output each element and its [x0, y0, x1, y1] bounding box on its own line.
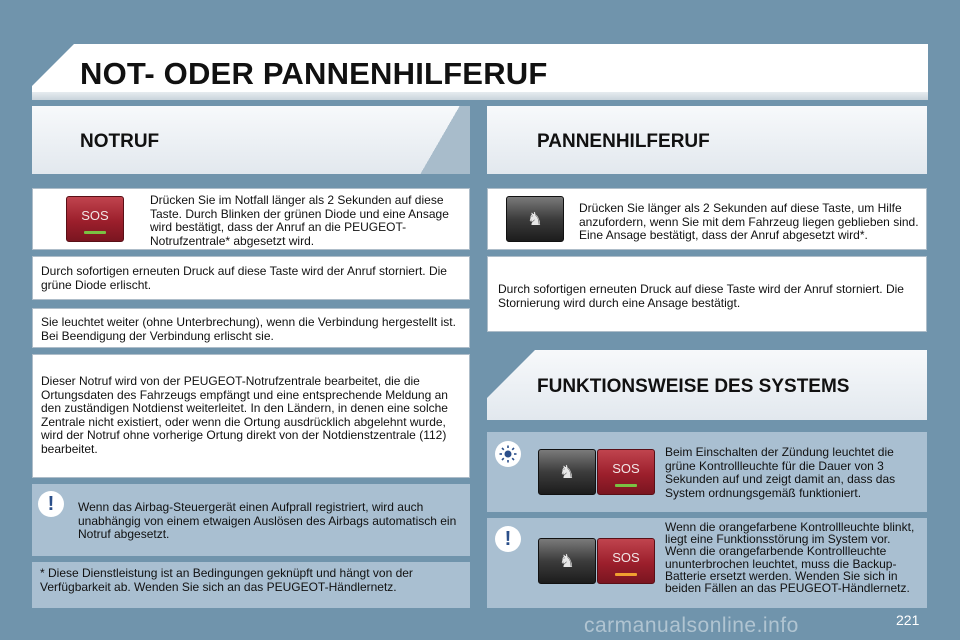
panne-text-1: Drücken Sie länger als 2 Sekunden auf diese Taste, um Hilfe anzufordern, wenn Sie mit dem Fahrzeug liegen geblieben sind. Eine Ansage bestätigt, dass der Anruf abgesetzt wird*.	[579, 201, 919, 242]
ignition-light-icon	[495, 441, 521, 467]
peugeot-button	[538, 538, 596, 584]
green-led-icon	[84, 231, 106, 234]
sos-label: SOS	[612, 461, 640, 476]
funktion-text-2: Wenn die orangefarbene Kontrollleuchte blinkt, liegt eine Funktionsstörung im System vor. Wenn die orangefarbende Kontrollleuchte ununterbrochen leuchtet, muss die Backup-Batterie ersetzt werden. Wenden Sie sich in beiden Fällen an das PEUGEOT-Händlernetz.	[665, 520, 915, 596]
sos-label: SOS	[81, 208, 109, 223]
panne-button-panel	[487, 188, 927, 250]
page-title: NOT- ODER PANNENHILFERUF	[80, 56, 548, 91]
notruf-cancel-panel	[32, 256, 470, 300]
sos-label: SOS	[612, 550, 640, 565]
airbag-text: Wenn das Airbag-Steuergerät einen Aufprall registriert, wird auch unabhängig von einem etwaigen Auslösen des Airbags automatisch ein Notruf abgesetzt.	[78, 500, 457, 541]
sun-icon	[499, 445, 517, 463]
peugeot-button	[538, 449, 596, 495]
notruf-sos-panel	[32, 188, 470, 250]
peugeot-assistance-button	[506, 196, 564, 242]
panne-heading: PANNENHILFERUF	[537, 131, 710, 152]
notruf-led-panel	[32, 308, 470, 348]
airbag-panel	[32, 484, 470, 556]
funktion-heading: FUNKTIONSWEISE DES SYSTEMS	[537, 376, 850, 397]
notruf-text-4: Dieser Notruf wird von der PEUGEOT-Notrufzentrale bearbeitet, die die Ortungsdaten des Fahrzeugs empfängt und eine entsprechende Meldung an den zuständigen Notdienst weiterleitet. In den Ländern, in denen eine solche Zentrale nicht existiert, oder wenn die Ortung ausdrücklich abgelehnt wurde, wird der Notruf ohne vorherige Ortung direkt von der Notdienstzentrale (112) bearbeitet.	[41, 374, 448, 456]
notruf-text-1: Drücken Sie im Notfall länger als 2 Sekunden auf diese Taste. Durch Blinken der grünen Diode und eine Ansage wird bestätigt, dass der Anruf an die PEUGEOT-Notrufzentrale* abgesetzt wird.	[150, 193, 449, 248]
sos-button	[66, 196, 124, 242]
funktion-ok-panel	[487, 432, 927, 512]
panne-cancel-panel	[487, 256, 927, 332]
green-led-icon	[615, 484, 637, 487]
notruf-text-2: Durch sofortigen erneuten Druck auf diese Taste wird der Anruf storniert. Die grüne Diode erlischt.	[41, 264, 447, 292]
funktion-fault-panel	[487, 518, 927, 608]
notruf-text-3: Sie leuchtet weiter (ohne Unterbrechung), wenn die Verbindung hergestellt ist. Bei Beendigung der Verbindung erlischt sie.	[41, 315, 456, 343]
notruf-info-panel	[32, 354, 470, 478]
funktion-text-1: Beim Einschalten der Zündung leuchtet die grüne Kontrollleuchte für die Dauer von 3 Sekunden auf und zeigt damit an, dass das System ordnungsgemäß funktioniert.	[665, 445, 896, 500]
panne-text-2: Durch sofortigen erneuten Druck auf diese Taste wird der Anruf storniert. Die Stornierung wird durch eine Ansage bestätigt.	[498, 282, 904, 310]
lion-icon: ♞	[558, 461, 576, 482]
orange-led-icon	[615, 573, 637, 576]
lion-icon: ♞	[526, 208, 544, 229]
lion-icon: ♞	[558, 550, 576, 571]
notruf-heading: NOTRUF	[80, 131, 160, 152]
watermark: carmanualsonline.info	[584, 614, 799, 637]
warning-icon: !	[495, 526, 521, 552]
page-number: 221	[896, 612, 920, 628]
warning-icon: !	[38, 491, 64, 517]
footnote-panel	[32, 562, 470, 608]
sos-button-green	[597, 449, 655, 495]
footnote-text: * Diese Dienstleistung ist an Bedingungen geknüpft und hängt von der Verfügbarkeit ab. Wenden Sie sich an das PEUGEOT-Händlernetz.	[40, 566, 413, 594]
sos-button-orange	[597, 538, 655, 584]
